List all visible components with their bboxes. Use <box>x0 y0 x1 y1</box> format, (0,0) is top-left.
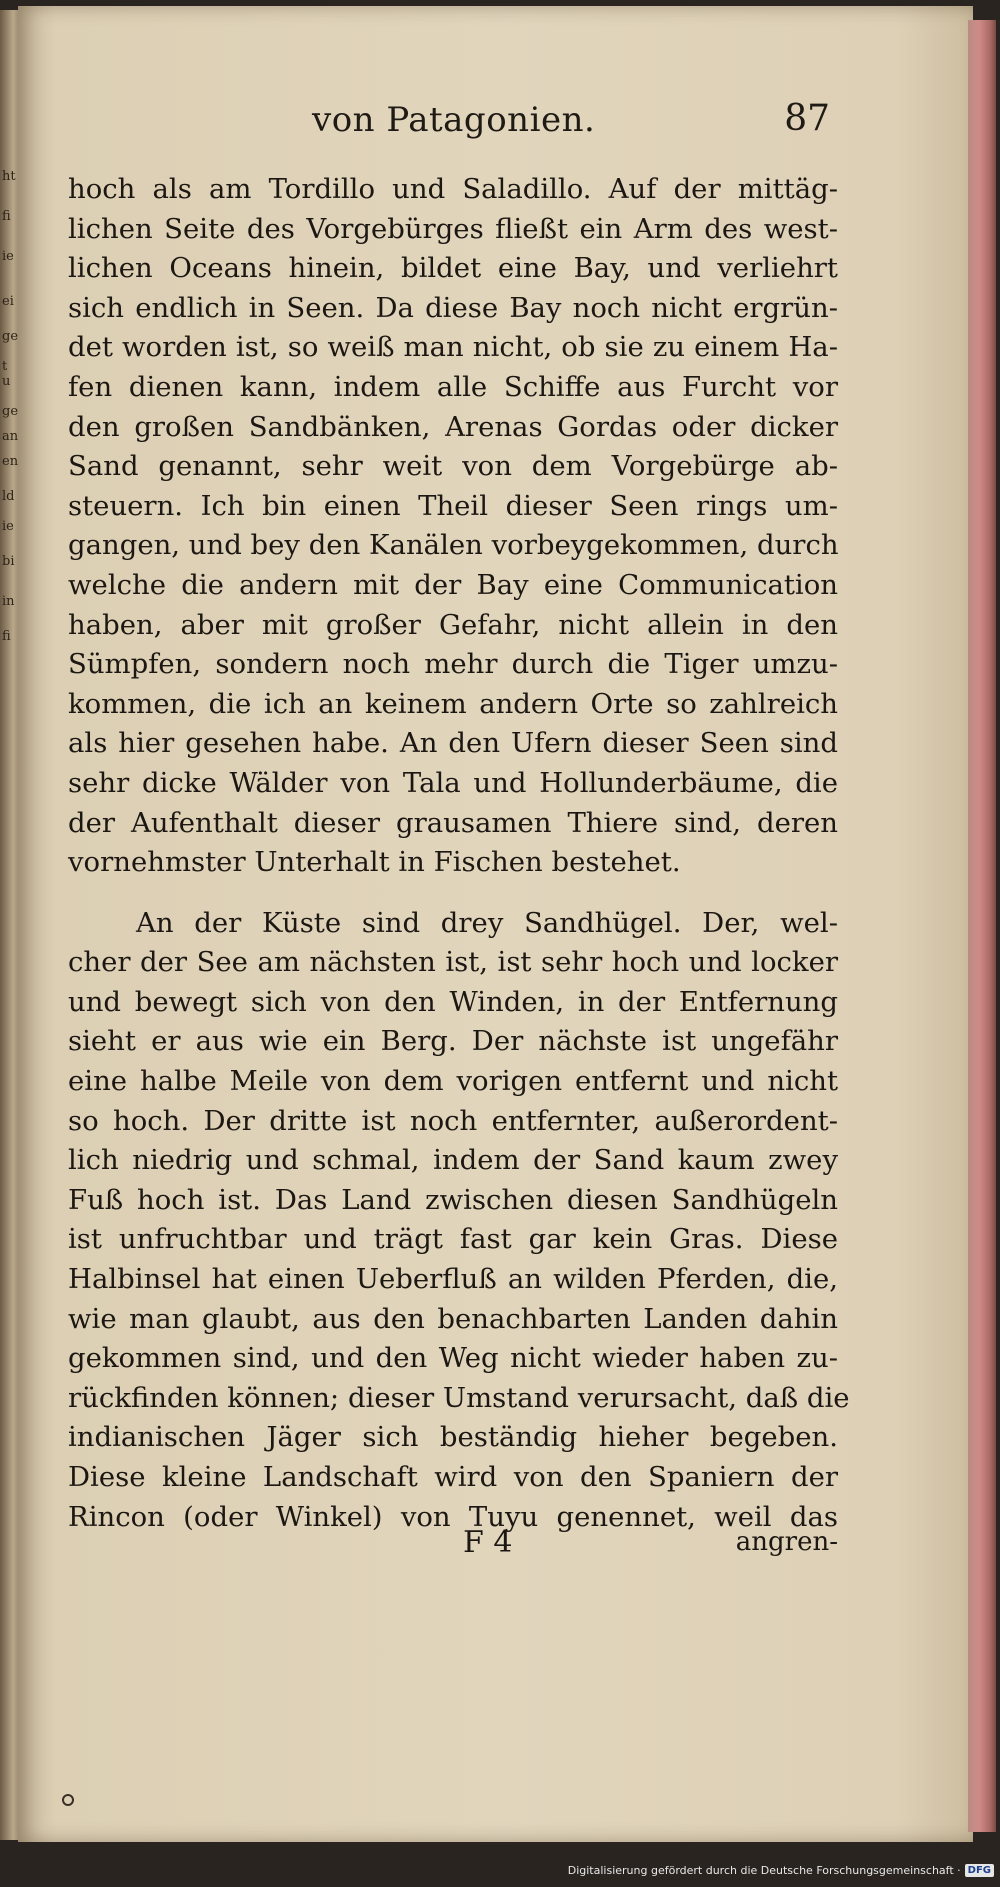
previous-page-fragment: en <box>2 455 18 469</box>
running-title: von Patagonien. <box>312 100 596 140</box>
text-line: hoch als am Tordillo und Saladillo. Auf der mittäg- <box>68 173 838 205</box>
body-text <box>68 170 850 1537</box>
text-line: und bewegt sich von den Winden, in der Entfernung <box>68 985 838 1018</box>
text-line: steuern. Ich bin einen Theil dieser Seen rings um- <box>68 489 838 522</box>
text-line: den großen Sandbänken, Arenas Gordas oder dicker <box>68 410 838 443</box>
text-line: wie man glaubt, aus den benachbarten Landen dahin <box>68 1302 838 1335</box>
text-line: lichen Seite des Vorgebürges fließt ein Arm des west- <box>68 212 838 245</box>
text-line: der Aufenthalt dieser grausamen Thiere sind, deren <box>68 806 838 839</box>
text-line: haben, aber mit großer Gefahr, nicht allein in den <box>68 608 838 641</box>
previous-page-fragment: ie <box>2 520 14 534</box>
paragraph <box>68 904 850 1538</box>
page-header <box>290 96 830 156</box>
paragraph-gap <box>68 883 838 904</box>
text-line: kommen, die ich an keinem andern Orte so zahlreich <box>68 687 838 720</box>
text-line: eine halbe Meile von dem vorigen entfernt und nicht <box>68 1065 838 1098</box>
text-line: Halbinsel hat einen Ueberfluß an wilden Pferden, die, <box>68 1263 838 1296</box>
text-line: vornehmster Unterhalt in Fischen bestehet. <box>68 846 681 879</box>
previous-page-fragment: t u <box>2 360 11 389</box>
previous-page-fragment: fi <box>2 630 11 644</box>
credit-text: Digitalisierung gefördert durch die Deutsche Forschungsgemeinschaft · <box>567 1863 961 1877</box>
text-line: sehr dicke Wälder von Tala und Hollunderbäume, die <box>68 766 838 799</box>
text-line: cher der See am nächsten ist, ist sehr hoch und locker <box>68 946 838 979</box>
text-line: als hier gesehen habe. An den Ufern dieser Seen sind <box>68 727 838 760</box>
paper-speck <box>62 1794 74 1806</box>
previous-page-fragment: fi <box>2 210 11 224</box>
text-line: det worden ist, so weiß man nicht, ob sie zu einem Ha- <box>68 331 838 364</box>
text-line: welche die andern mit der Bay eine Communication <box>68 568 838 601</box>
text-line: lichen Oceans hinein, bildet eine Bay, und verliehrt <box>68 252 838 285</box>
text-line: gekommen sind, und den Weg nicht wieder haben zu- <box>68 1342 838 1375</box>
text-line: sich endlich in Seen. Da diese Bay noch nicht ergrün- <box>68 291 838 324</box>
text-line: so hoch. Der dritte ist noch entfernter, außerordent- <box>68 1104 838 1137</box>
previous-page-fragment: ht <box>2 170 16 184</box>
previous-page-fragment: bi <box>2 555 15 569</box>
previous-page-fragment: in <box>2 595 15 609</box>
signature-mark: F 4 <box>463 1525 513 1560</box>
page-number: 87 <box>784 98 830 139</box>
previous-page-fragment: an <box>2 430 18 444</box>
text-line: fen dienen kann, indem alle Schiffe aus Furcht vor <box>68 370 838 403</box>
text-line: Fuß hoch ist. Das Land zwischen diesen Sandhügeln <box>68 1183 838 1216</box>
previous-page-fragment: ie <box>2 250 14 264</box>
text-line: Diese kleine Landschaft wird von den Spaniern der <box>68 1461 838 1493</box>
page-fore-edge <box>968 20 996 1832</box>
text-line: rückfinden können; dieser Umstand verursacht, daß die <box>68 1381 850 1414</box>
previous-page-fragment: ge <box>2 405 18 419</box>
text-line: sieht er aus wie ein Berg. Der nächste ist ungefähr <box>68 1025 838 1058</box>
text-line: indianischen Jäger sich beständig hieher begeben. <box>68 1421 838 1454</box>
text-line: Sand genannt, sehr weit von dem Vorgebürge ab- <box>68 450 838 483</box>
page-footer <box>68 1525 838 1575</box>
dfg-logo: DFG <box>965 1864 994 1877</box>
previous-page-fragment: ei <box>2 295 14 309</box>
digitization-credit <box>568 1859 994 1881</box>
previous-page-fragment: ge <box>2 330 18 344</box>
text-line: Sümpfen, sondern noch mehr durch die Tiger umzu- <box>68 648 838 681</box>
catchword: angren- <box>735 1527 838 1557</box>
text-line: An der Küste sind drey Sandhügel. Der, wel- <box>136 906 838 939</box>
text-line: lich niedrig und schmal, indem der Sand kaum zwey <box>68 1144 838 1177</box>
paragraph <box>68 170 838 883</box>
text-line: gangen, und bey den Kanälen vorbeygekommen, durch <box>68 529 839 562</box>
previous-page-fragment: ld <box>2 490 15 504</box>
text-line: Rincon (oder Winkel) von Tuyu genennet, weil das <box>68 1500 838 1533</box>
text-line: ist unfruchtbar und trägt fast gar kein Gras. Diese <box>68 1223 838 1256</box>
